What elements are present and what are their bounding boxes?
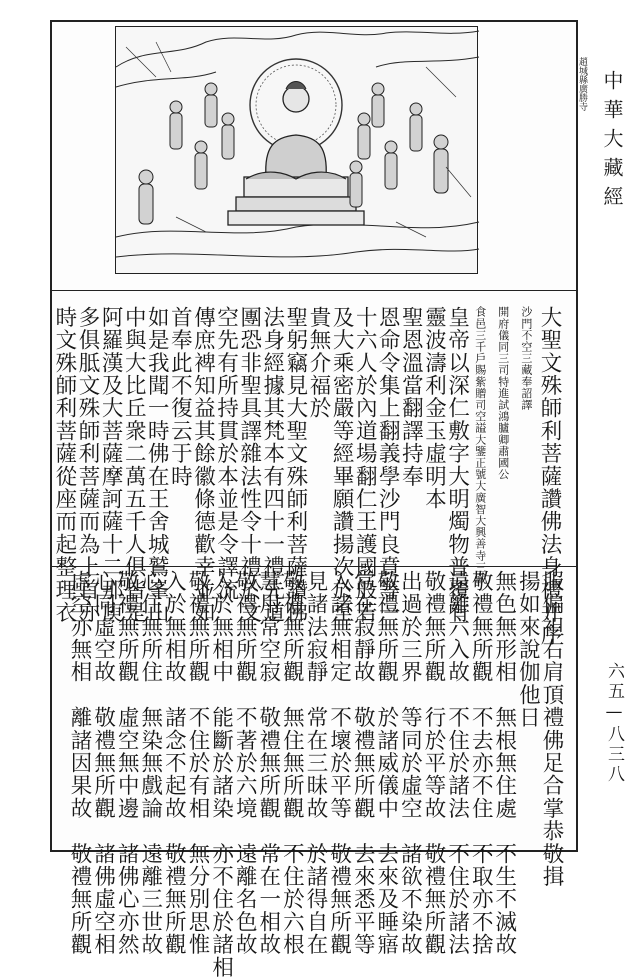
middle-column: 皇帝以深仁敷字大明燭物普覆有 [444, 306, 470, 624]
lower-column: 常在寂靜故 敬禮無所觀 去來悉平等 [350, 570, 376, 956]
lower-column: 敬禮無所觀 不住於有相 無分別思惟 [185, 570, 210, 956]
middle-column: 及大乘密嚴等經畢願讚揚次於至 [329, 306, 355, 624]
collection-title: 中華大藏經 [600, 70, 624, 215]
lower-column: 心同虛空故 敬禮無所觀 諸佛虛空相 [90, 570, 116, 956]
middle-column: 阿羅漢及大菩薩摩訶薩十二那庾 [98, 306, 124, 624]
page-number: 六五—八三八 [604, 662, 624, 785]
lower-column: 見諸法寂靜 常在三昧故 於諸得自在 [303, 570, 328, 956]
lower-column: 敬禮無所觀 不著於六境 遠離名色故 [232, 570, 258, 956]
middle-column: 貴無介福於 [306, 306, 331, 420]
lower-column: 敬禮無所觀 無住無所觀 不住於六根 [279, 570, 305, 956]
lower-column: 敬禮無所觀 於諸威儀中 去來及睡寤 [373, 570, 399, 956]
lower-column: 入於無相中 能斷於諸染 亦不住於諸相 [208, 570, 234, 979]
middle-column: 食邑三千戶賜紫贈司空謚大鑒正號大廣智大興善寺三藏 [473, 306, 487, 585]
lower-column: 服偏袒右肩頂禮佛足合掌恭敬揖 [539, 570, 564, 888]
middle-column: 傳庶裨知益其餘徽條德歡幸並如 [190, 306, 216, 624]
middle-column: 沙門不空三藏奉詔譯 [519, 306, 533, 411]
lower-column: 無色無形相 無根無住處 不生不滅故 [491, 570, 517, 956]
upper-divider [52, 290, 576, 291]
middle-column: 法身經據其梵本有四十一禮先道 [259, 306, 285, 624]
lower-column: 敬禮無所觀 行於平等故 敬禮無所觀 [421, 570, 446, 956]
middle-column: 時文殊師利菩薩從座而起整理衣 [51, 306, 77, 624]
middle-column: 首奉此不復云于時 [167, 306, 193, 488]
middle-column: 團恐非聖具譯雜法性令十禮於文 [236, 306, 262, 624]
lower-column: 入於無相故 諸念不起故 敬禮無所觀 [161, 570, 187, 956]
lower-column: 揚如來說伽他日 [515, 570, 541, 729]
middle-column: 空先有所持貫於本並是令譯流 [213, 306, 239, 602]
lower-column: 慧用常空寂 敬禮無所觀 常在一相故 [255, 570, 281, 956]
illustration-caption: 趙城縣廣勝寺 [577, 57, 587, 111]
lower-column: 遠離六入故 不住於諸法 不住於諸法 [444, 570, 470, 956]
middle-column: 中與大比丘衆二萬五千人俱皆是 [121, 306, 147, 624]
lower-column: 敬禮無所觀 虛空無中邊 諸佛心亦然 [114, 570, 140, 956]
middle-column: 如是我聞一時佛在王舍城鷲峯山 [144, 306, 170, 624]
buddha-preaching-woodblock-illustration [115, 26, 587, 274]
lower-column: 心住無所住 無染無戲論 遠離三世故 [137, 570, 163, 956]
lower-column: 入諸無相定 不壞於平等 敬禮無所觀 [326, 570, 352, 956]
middle-column: 開府儀同三司特進試鴻臚卿肅國公 [496, 306, 510, 480]
lower-column: 虛空亦無相 離諸因果故 敬禮無所觀 [67, 570, 92, 956]
middle-column: 恩命令集上翻義學沙門良賁等一 [375, 306, 401, 624]
middle-column: 靈波濤利金玉虛明本 [421, 306, 447, 511]
middle-column: 聖躬竊見大聖文殊師利菩薩讚佛 [282, 306, 308, 624]
middle-column: 多俱胝文殊師利菩薩而為上首亦 [75, 306, 100, 624]
middle-column: 聖恩溫當翻譯持奉 [398, 306, 424, 488]
lower-column: 出過於三界 等同於虛空 諸欲不染故 [397, 570, 423, 956]
lower-column: 敬禮無所觀 不去亦不住 不取亦不捨 [468, 570, 494, 956]
woodblock-image [116, 27, 479, 275]
middle-column: 大聖文殊師利菩薩讚佛法身禮并序 [537, 306, 562, 647]
middle-column: 十六人於內道場翻仁王護國般若 [352, 306, 378, 624]
